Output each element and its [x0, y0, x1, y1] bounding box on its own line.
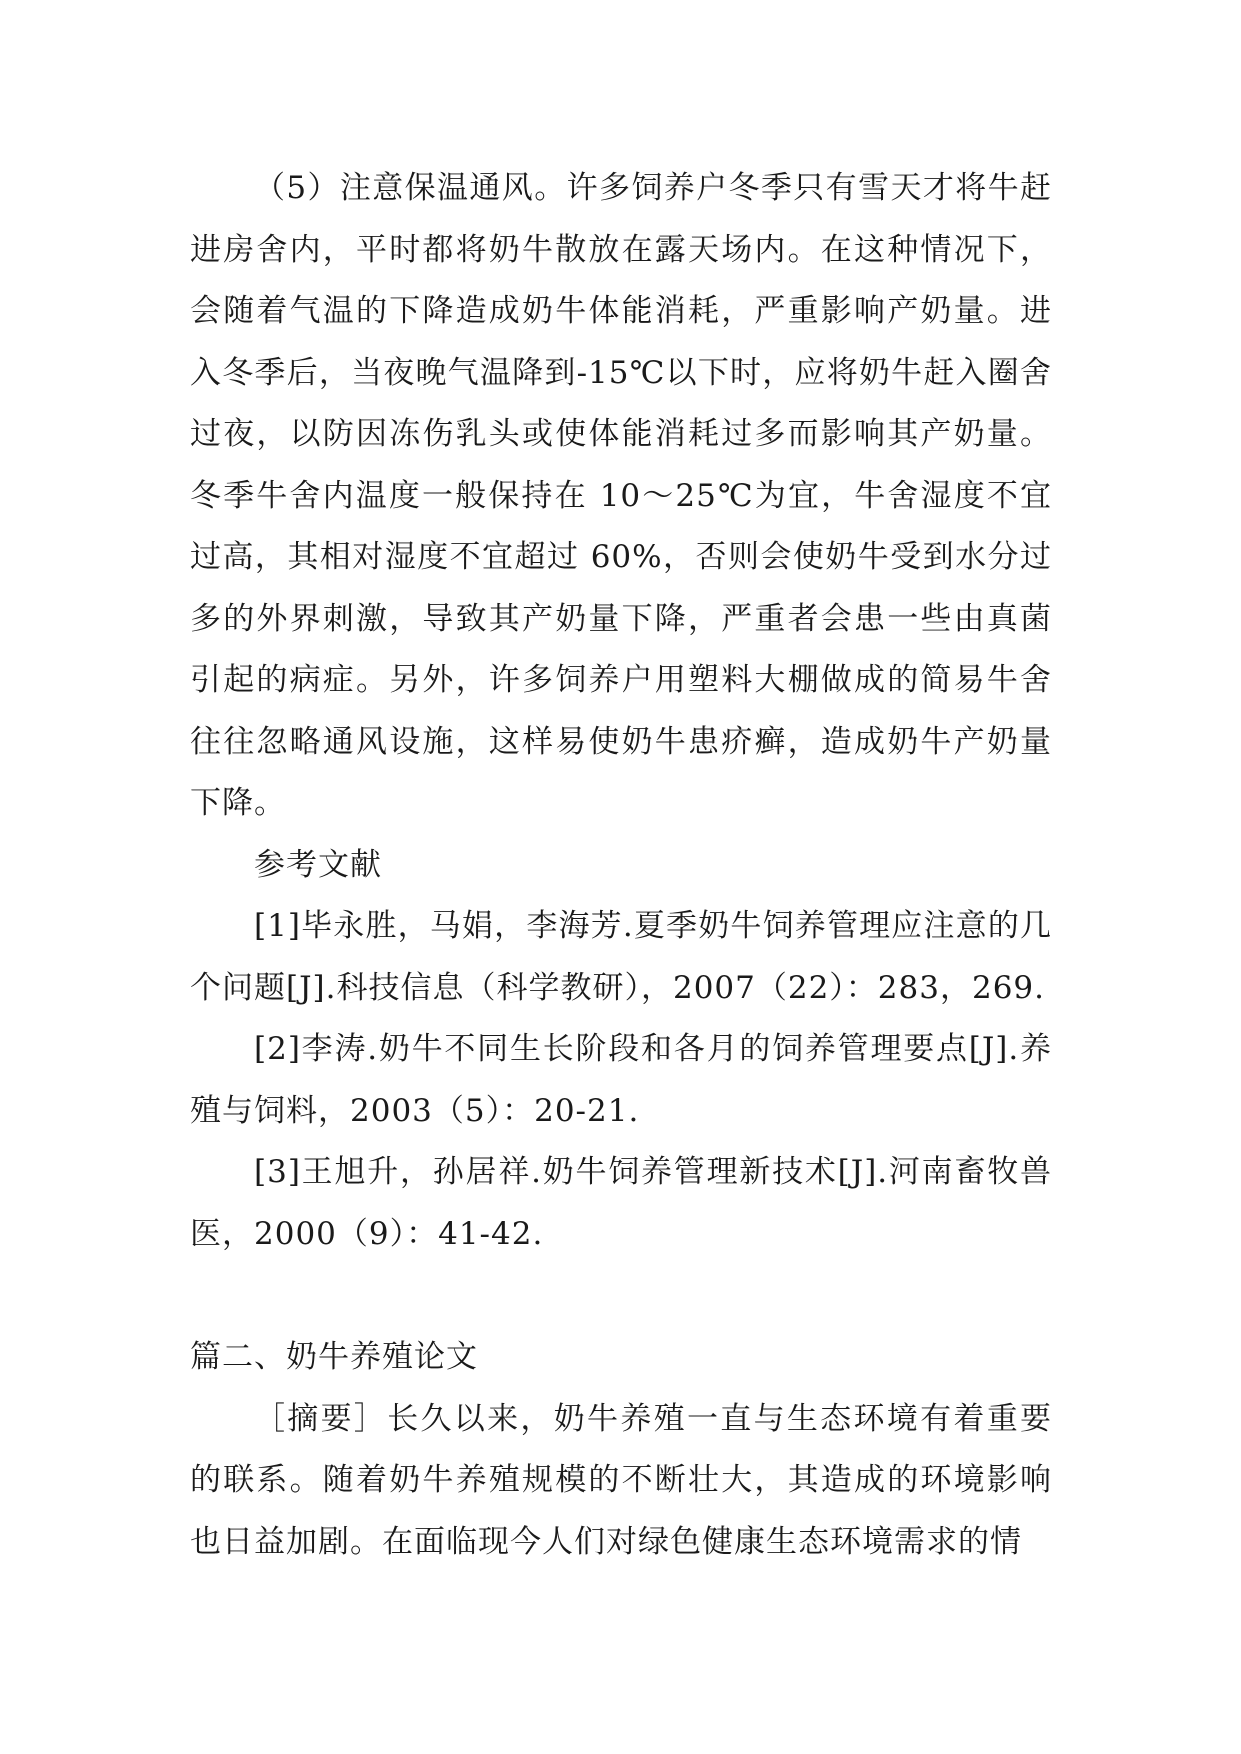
reference-item-1: [1]毕永胜，马娟，李海芳.夏季奶牛饲养管理应注意的几个问题[J].科技信息（科学教研），2007（22）：283，269. — [190, 908, 1052, 1006]
references-heading: 参考文献 — [254, 846, 382, 883]
reference-item-3: [3]王旭升，孙居祥.奶牛饲养管理新技术[J].河南畜牧兽医，2000（9）：41-42. — [190, 1154, 1052, 1252]
section-spacer — [190, 1265, 1052, 1327]
body-paragraph-ventilation: （5）注意保温通风。许多饲养户冬季只有雪天才将牛赶进房舍内，平时都将奶牛散放在露天场内。在这种情况下，会随着气温的下降造成奶牛体能消耗，严重影响产奶量。进入冬季后，当夜晚气温降到-15℃以下时，应将奶牛赶入圈舍过夜，以防因冻伤乳头或使体能消耗过多而影响其产奶量。冬季牛舍内温度一般保持在 10～25℃为宜，牛舍湿度不宜过高，其相对湿度不宜超过 60%，否则会使奶牛受到水分过多的外界刺激，导致其产奶量下降，严重者会患一些由真菌引起的病症。另外，许多饲养户用塑料大棚做成的简易牛舍往往忽略通风设施，这样易使奶牛患疥癣，造成奶牛产奶量下降。 — [190, 170, 1052, 821]
section-title: 篇二、奶牛养殖论文 — [190, 1339, 478, 1375]
abstract-paragraph: ［摘要］长久以来，奶牛养殖一直与生态环境有着重要的联系。随着奶牛养殖规模的不断壮大，其造成的环境影响也日益加剧。在面临现今人们对绿色健康生态环境需求的情 — [190, 1400, 1052, 1560]
reference-item-2: [2]李涛.奶牛不同生长阶段和各月的饲养管理要点[J].养殖与饲料，2003（5）：20-21. — [190, 1031, 1052, 1129]
document-page — [190, 158, 1052, 1573]
